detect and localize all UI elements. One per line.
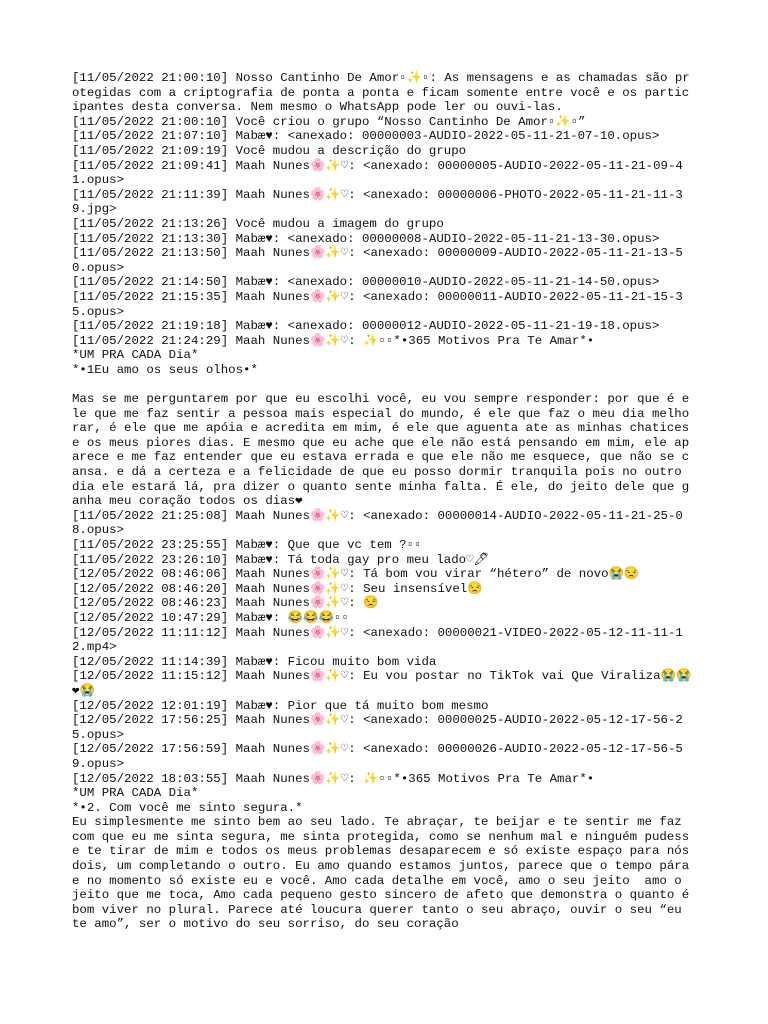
chat-line: *•2. Com você me sinto segura.* xyxy=(72,800,303,815)
chat-line: [12/05/2022 17:56:25] Maah Nunes🌸✨♡: <anexado: 00000025-AUDIO-2022-05-12-17-56-25.opus> xyxy=(72,713,683,742)
chat-line: [12/05/2022 08:46:23] Maah Nunes🌸✨♡: 😒 xyxy=(72,596,379,611)
chat-line: [11/05/2022 21:00:10] Você criou o grupo “Nosso Cantinho De Amor▫✨▫” xyxy=(72,114,586,129)
chat-line: [11/05/2022 21:07:10] Mabæ♥: <anexado: 00000003-AUDIO-2022-05-11-21-07-10.opus> xyxy=(72,129,660,144)
chat-export-text xyxy=(72,71,697,932)
chat-line: [11/05/2022 21:13:50] Maah Nunes🌸✨♡: <anexado: 00000009-AUDIO-2022-05-11-21-13-50.opus> xyxy=(72,246,683,275)
chat-line: [11/05/2022 21:14:50] Mabæ♥: <anexado: 00000010-AUDIO-2022-05-11-21-14-50.opus> xyxy=(72,275,660,290)
chat-line: Eu simplesmente me sinto bem ao seu lado. Te abraçar, te beijar e te sentir me faz com que eu me sinta segura, me sinta protegida, como se nenhum mal e ninguém pudesse te tirar de mim e todos os meus problemas desaparecem e só existe espaço para nós dois, um completando o outro. Eu amo quando estamos juntos, parece que o tempo pára e no momento só existe eu e você. Amo cada detalhe em você, amo o seu jeito amo o jeito que me toca, Amo cada pequeno gesto sincero de afeto que demonstra o quanto é bom viver no plural. Parece até loucura querer tanto o seu abraço, ouvir o seu “eu te amo”, ser o motivo do seu sorriso, do seu coração xyxy=(72,815,697,932)
chat-line: [12/05/2022 18:03:55] Maah Nunes🌸✨♡: ✨▫▫*•365 Motivos Pra Te Amar*• xyxy=(72,771,595,786)
chat-line: [11/05/2022 21:13:30] Mabæ♥: <anexado: 00000008-AUDIO-2022-05-11-21-13-30.opus> xyxy=(72,231,660,246)
chat-line: [12/05/2022 12:01:19] Mabæ♥: Pior que tá muito bom mesmo xyxy=(72,698,489,713)
chat-line: [11/05/2022 21:19:18] Mabæ♥: <anexado: 00000012-AUDIO-2022-05-11-21-19-18.opus> xyxy=(72,319,660,334)
chat-line: [11/05/2022 21:11:39] Maah Nunes🌸✨♡: <anexado: 00000006-PHOTO-2022-05-11-21-11-39.jpg> xyxy=(72,187,683,217)
chat-line: [12/05/2022 11:11:12] Maah Nunes🌸✨♡: <anexado: 00000021-VIDEO-2022-05-12-11-11-12.mp4> xyxy=(72,625,683,655)
chat-line: [12/05/2022 10:47:29] Mabæ♥: 😂😂😂▫▫ xyxy=(72,610,349,625)
chat-line: [11/05/2022 21:15:35] Maah Nunes🌸✨♡: <anexado: 00000011-AUDIO-2022-05-11-21-15-35.opus> xyxy=(72,289,683,319)
chat-line: [11/05/2022 21:00:10] Nosso Cantinho De Amor▫✨▫: As mensagens e as chamadas são protegidas com a criptografia de ponta a ponta e ficam somente entre você e os participantes desta conversa. Nem mesmo o WhatsApp pode ler ou ouvi-las. xyxy=(72,71,690,115)
blank-line xyxy=(72,377,692,392)
chat-line: [11/05/2022 21:24:29] Maah Nunes🌸✨♡: ✨▫▫*•365 Motivos Pra Te Amar*• xyxy=(72,333,595,348)
chat-line: Mas se me perguntarem por que eu escolhi você, eu vou sempre responder: por que é ele que me faz sentir a pessoa mais especial do mundo, é ele que faz o meu dia melhorar, é ele que me apóia e acredita em mim, é ele que aguenta ate as minhas chatices e os meus piores dias. E mesmo que eu ache que ele não está pensando em mim, ele aparece e me faz entender que eu estava errada e que ele não me esquece, que não se cansa. e dá a certeza e a felicidade de que eu posso dormir tranquila pois no outro dia ele estará lá, pra dizer o quanto sente minha falta. É ele, do jeito dele que ganha meu coração todos os dias❤ xyxy=(72,392,697,509)
chat-line: [11/05/2022 23:25:55] Mabæ♥: Que que vc tem ?▫▫ xyxy=(72,538,422,552)
chat-line: [11/05/2022 23:26:10] Mabæ♥: Tá toda gay pro meu lado♡🖊 xyxy=(72,552,490,567)
chat-line: [11/05/2022 21:25:08] Maah Nunes🌸✨♡: <anexado: 00000014-AUDIO-2022-05-11-21-25-08.opus> xyxy=(72,508,683,538)
chat-line: *•1Eu amo os seus olhos•* xyxy=(72,362,258,377)
chat-line: [11/05/2022 21:09:41] Maah Nunes🌸✨♡: <anexado: 00000005-AUDIO-2022-05-11-21-09-41.opus> xyxy=(72,158,683,188)
chat-line: [12/05/2022 08:46:20] Maah Nunes🌸✨♡: Seu insensível😒 xyxy=(72,581,483,596)
chat-line: *UM PRA CADA Dia* xyxy=(72,348,199,363)
chat-line: [11/05/2022 21:13:26] Você mudou a imagem do grupo xyxy=(72,216,444,231)
chat-line: [12/05/2022 17:56:59] Maah Nunes🌸✨♡: <anexado: 00000026-AUDIO-2022-05-12-17-56-59.opus> xyxy=(72,742,683,771)
chat-line: [12/05/2022 11:14:39] Mabæ♥: Ficou muito bom vida xyxy=(72,654,437,669)
chat-line: [12/05/2022 08:46:06] Maah Nunes🌸✨♡: Tá bom vou virar “hétero” de novo😭😒 xyxy=(72,567,640,582)
chat-line: [12/05/2022 11:15:12] Maah Nunes🌸✨♡: Eu vou postar no TikTok vai Que Viraliza😭😭❤😭 xyxy=(72,669,692,698)
chat-line: [11/05/2022 21:09:19] Você mudou a descrição do grupo xyxy=(72,143,467,158)
chat-line: *UM PRA CADA Dia* xyxy=(72,786,199,801)
